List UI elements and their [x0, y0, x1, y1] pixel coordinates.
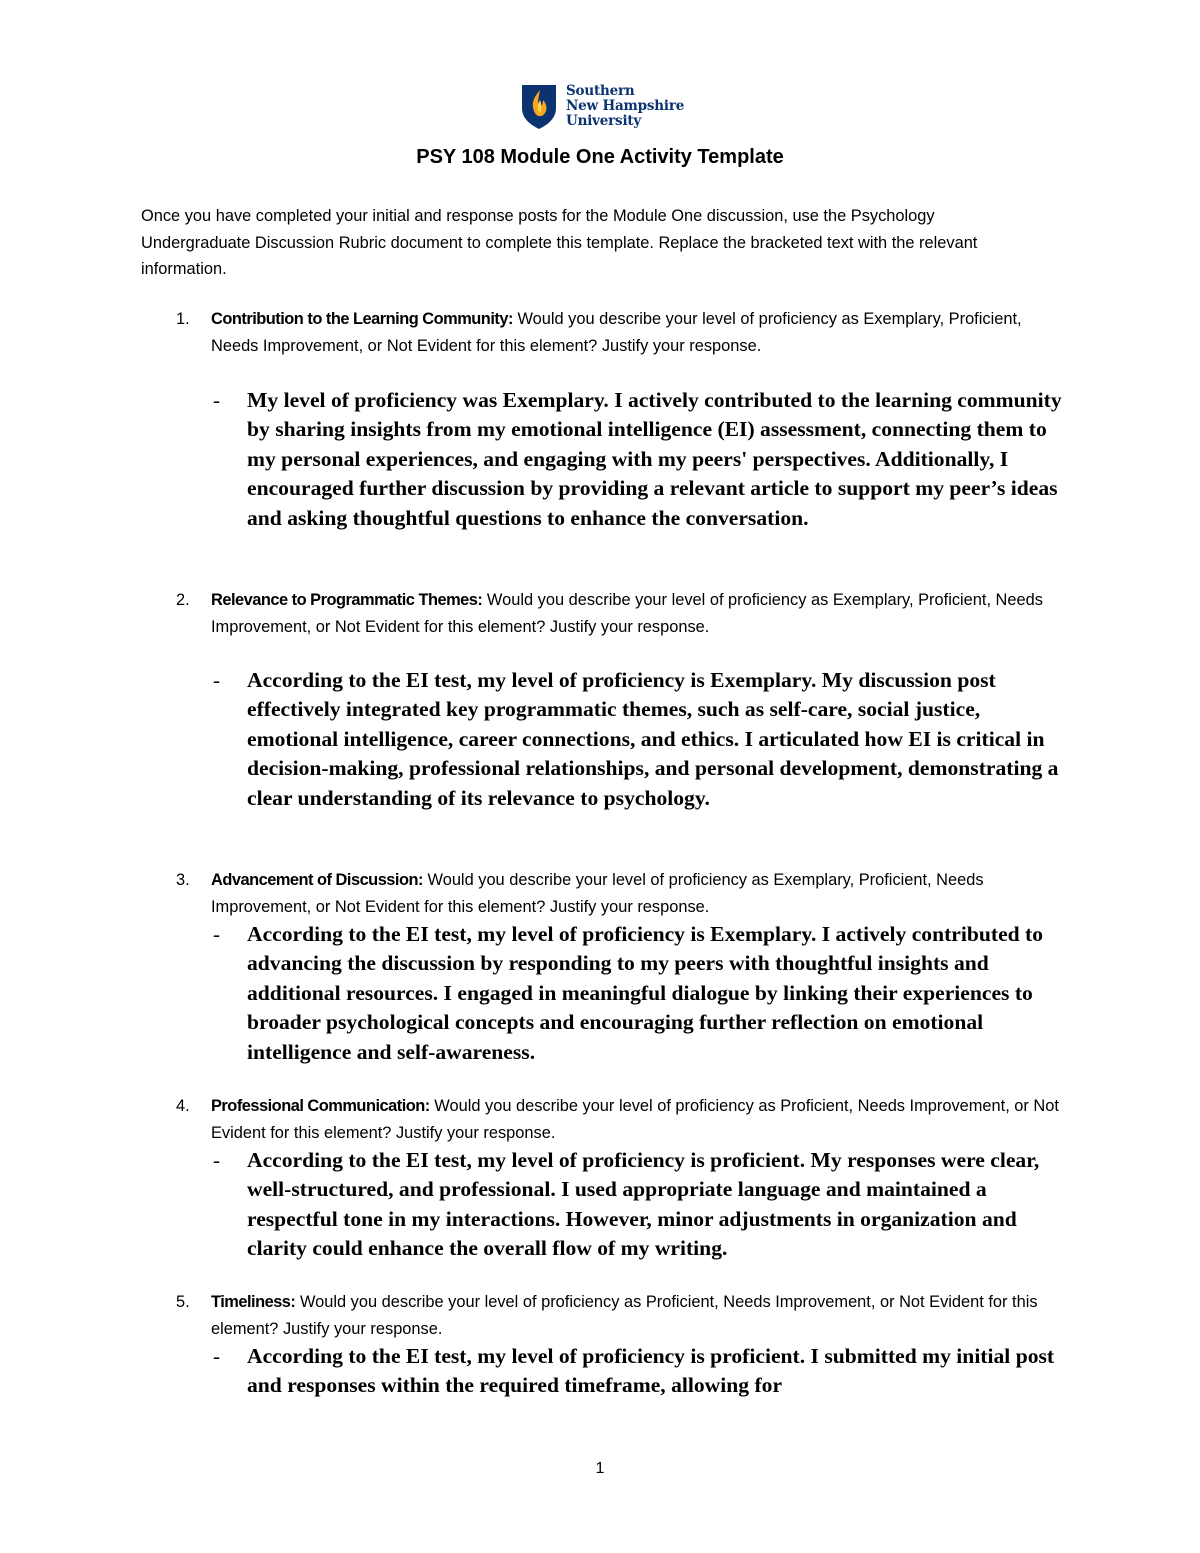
item-heading: Contribution to the Learning Community: [211, 310, 513, 328]
item-prompt [211, 1093, 1061, 1146]
page-number: 1 [595, 1460, 605, 1477]
answer-dash: - [213, 1344, 220, 1368]
item-prompt [211, 306, 1061, 359]
intro-paragraph: Once you have completed your initial and response posts for the Module One discussion, use the Psychology Undergraduate Discussion Rubric document to complete this template. Replace the bracketed text with the relevant information. [141, 207, 978, 278]
item-question: Would you describe your level of proficiency as Exemplary, Proficient, Needs Improvement, or Not Evident for this element? Justify your response. [211, 310, 1022, 355]
answer-dash: - [213, 922, 220, 946]
answer-text: According to the EI test, my level of proficiency is Exemplary. My discussion post effectively integrated key programmatic themes, such as self-care, social justice, emotional intelligence, career connections, and ethics. I articulated how EI is critical in decision-making, professional relationships, and personal development, demonstrating a clear understanding of its relevance to psychology. [247, 668, 1059, 810]
answer-dash: - [213, 388, 220, 412]
logo-line-2: New Hampshire [566, 98, 685, 114]
item-heading: Professional Communication: [211, 1097, 430, 1115]
answer-text: My level of proficiency was Exemplary. I actively contributed to the learning community by sharing insights from my emotional intelligence (EI) assessment, connecting them to my personal experiences, and engaging with my peers' perspectives. Additionally, I encouraged further discussion by providing a relevant article to support my peer’s ideas and asking thoughtful questions to enhance the conversation. [247, 388, 1062, 530]
logo-wordmark [566, 84, 684, 129]
item-number: 3. [176, 871, 190, 889]
logo-line-1: Southern [566, 83, 635, 99]
page-title: PSY 108 Module One Activity Template [416, 146, 784, 168]
answer-text: According to the EI test, my level of proficiency is Exemplary. I actively contributed to advancing the discussion by responding to my peers with thoughtful insights and additional resources. I engaged in meaningful dialogue by linking their experiences to broader psychological concepts and encouraging further reflection on emotional intelligence and self-awareness. [247, 922, 1044, 1064]
item-prompt [211, 1289, 1061, 1342]
item-heading: Relevance to Programmatic Themes: [211, 591, 483, 609]
item-question: Would you describe your level of proficiency as Exemplary, Proficient, Needs Improvement, or Not Evident for this element? Justify your response. [211, 871, 984, 916]
answer-text: According to the EI test, my level of proficiency is proficient. My responses were clear, well-structured, and professional. I used appropriate language and maintained a respectful tone in my interactions. However, minor adjustments in organization and clarity could enhance the overall flow of my writing. [247, 1148, 1040, 1261]
answer-text: According to the EI test, my level of proficiency is proficient. I submitted my initial post and responses within the required timeframe, allowing for [247, 1344, 1055, 1398]
item-question: Would you describe your level of proficiency as Proficient, Needs Improvement, or Not Evident for this element? Justify your response. [211, 1293, 1038, 1338]
item-number: 2. [176, 591, 190, 609]
university-logo [521, 84, 684, 132]
logo-line-3: University [566, 113, 642, 129]
item-heading: Timeliness: [211, 1293, 296, 1311]
item-number: 4. [176, 1097, 190, 1115]
answer-dash: - [213, 668, 220, 692]
item-heading: Advancement of Discussion: [211, 871, 423, 889]
shield-flame-icon [521, 84, 557, 130]
item-number: 1. [176, 310, 190, 328]
item-question: Would you describe your level of proficiency as Exemplary, Proficient, Needs Improvement, or Not Evident for this element? Justify your response. [211, 591, 1043, 636]
item-prompt [211, 587, 1061, 640]
item-prompt [211, 867, 1061, 920]
answer-dash: - [213, 1148, 220, 1172]
item-number: 5. [176, 1293, 190, 1311]
item-question: Would you describe your level of proficiency as Proficient, Needs Improvement, or Not Evident for this element? Justify your response. [211, 1097, 1059, 1142]
